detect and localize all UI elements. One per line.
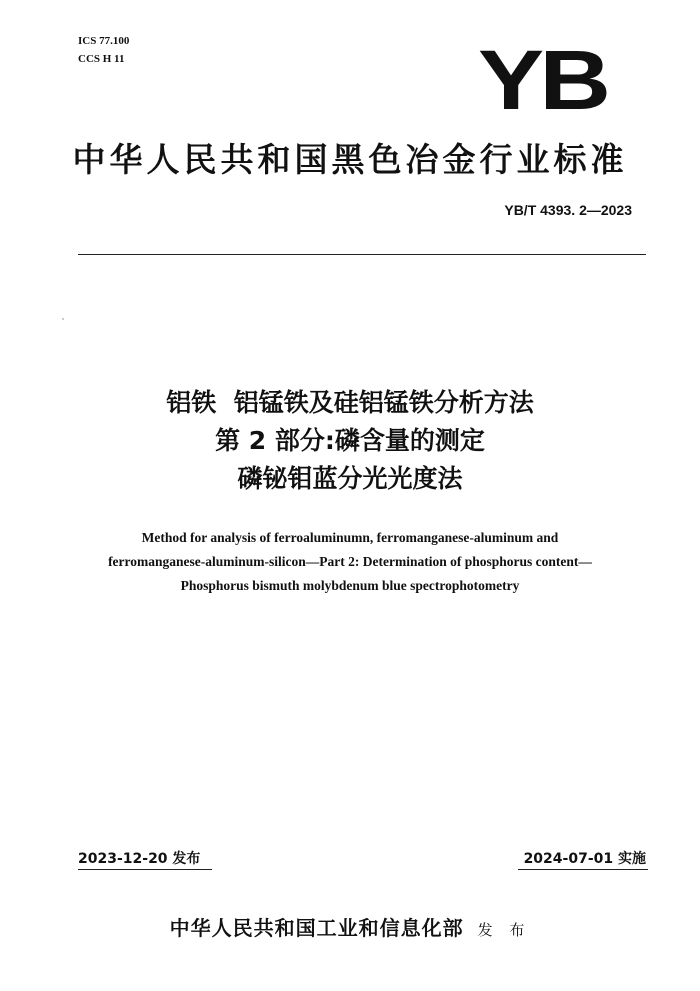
ics-code: ICS 77.100 xyxy=(78,35,130,47)
scan-speck xyxy=(62,318,64,320)
english-title-line-3: Phosphorus bismuth molybdenum blue spectrophotometry xyxy=(180,578,520,593)
implementation-date-underline xyxy=(518,869,648,870)
ccs-code: CCS H 11 xyxy=(78,53,125,65)
chinese-title-line-1: 铝铁 铝锰铁及硅铝锰铁分析方法 xyxy=(166,388,534,417)
issue-date: 2023-12-20 发布 xyxy=(78,851,201,867)
issuer-action: 发 布 xyxy=(477,921,531,939)
header-divider xyxy=(78,254,646,255)
english-title-line-1: Method for analysis of ferroaluminumn, ferromanganese-aluminum and xyxy=(141,530,559,545)
issue-date-underline xyxy=(78,869,212,870)
industry-standard-heading: 中华人民共和国黑色冶金行业标准 xyxy=(72,140,628,179)
chinese-title xyxy=(0,384,700,498)
implementation-date: 2024-07-01 实施 xyxy=(523,851,646,867)
english-title-line-2: ferromanganese-aluminum-silicon—Part 2: Determination of phosphorus content— xyxy=(108,554,592,569)
chinese-title-line-3: 磷铋钼蓝分光光度法 xyxy=(237,464,463,493)
yb-logo: YB xyxy=(478,33,607,127)
issuing-authority xyxy=(0,912,700,941)
chinese-title-line-2: 第 2 部分:磷含量的测定 xyxy=(215,426,485,455)
standard-number: YB/T 4393. 2—2023 xyxy=(504,202,632,218)
classification-codes xyxy=(78,32,129,68)
english-title xyxy=(60,526,640,598)
issuer-name: 中华人民共和国工业和信息化部 xyxy=(169,916,464,940)
